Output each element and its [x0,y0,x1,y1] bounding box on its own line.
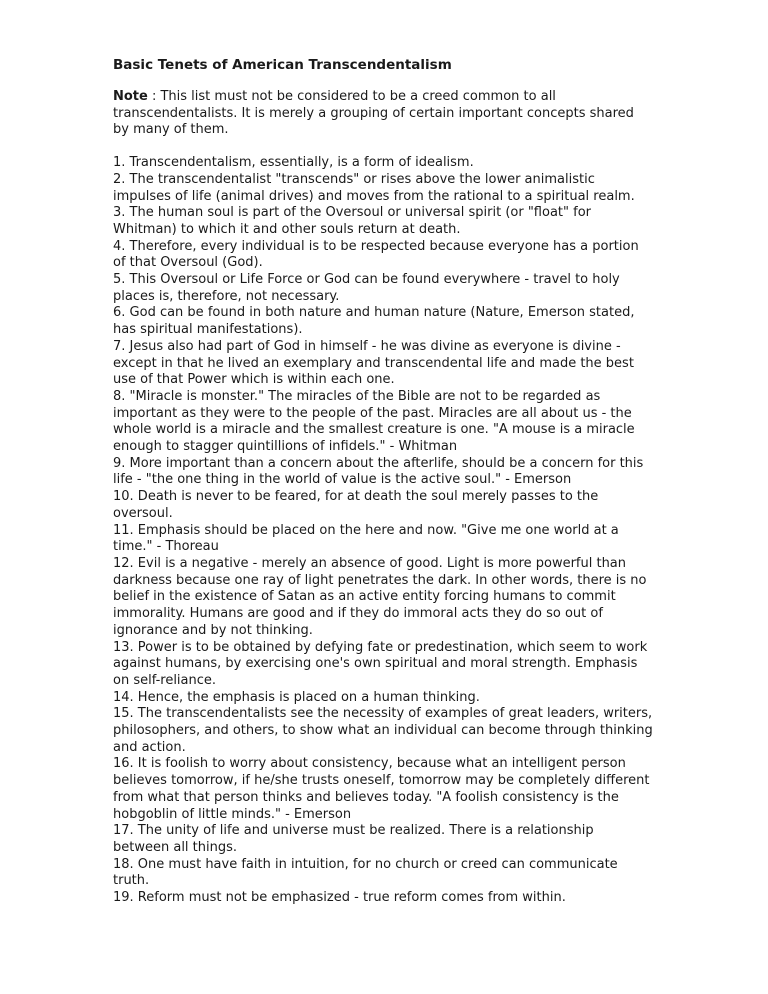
tenet-item: 15. The transcendentalists see the necessity of examples of great leaders, writers, philosophers, and others, to show what an individual can become through thinking and action. [113,706,653,755]
tenet-item: 9. More important than a concern about the afterlife, should be a concern for this life - "the one thing in the world of value is the active soul." - Emerson [113,455,644,488]
tenet-item: 12. Evil is a negative - merely an absence of good. Light is more powerful than darkness because one ray of light penetrates the dark. In other words, there is no belief in the existence of Satan as an active entity forcing humans to commit immorality. Humans are good and if they do immoral acts they do so out of ignorance and by not thinking. [113,555,647,638]
note-label: Note [113,89,148,104]
tenet-item: 10. Death is never to be feared, for at death the soul merely passes to the oversoul. [113,489,599,521]
tenet-item: 3. The human soul is part of the Oversoul or universal spirit (or "float" for Whitman) to which it and other souls return at death. [113,205,591,237]
tenet-item: 2. The transcendentalist "transcends" or rises above the lower animalistic impulses of life (animal drives) and moves from the rational to a spiritual realm. [113,171,635,204]
tenet-item: 11. Emphasis should be placed on the here and now. "Give me one world at a time." - Thoreau [113,522,619,555]
tenet-item: 4. Therefore, every individual is to be respected because everyone has a portion of that Oversoul (God). [113,238,639,271]
tenet-item: 14. Hence, the emphasis is placed on a human thinking. [113,689,480,705]
tenet-item: 5. This Oversoul or Life Force or God can be found everywhere - travel to holy places is, therefore, not necessary. [113,272,620,304]
tenet-item: 1. Transcendentalism, essentially, is a form of idealism. [113,155,474,171]
document-page [113,56,653,907]
tenet-item: 16. It is foolish to worry about consistency, because what an intelligent person believes tomorrow, if he/she trusts oneself, tomorrow may be completely different from what that person thinks and believes today. "A foolish consistency is the hobgoblin of little minds." - Emerson [113,756,650,822]
tenet-item: 8. "Miracle is monster." The miracles of the Bible are not to be regarded as important as they were to the people of the past. Miracles are all about us - the whole world is a miracle and the smallest creature is one. "A mouse is a miracle enough to stagger quintillions of infidels." - Whitman [113,388,635,455]
tenet-item: 17. The unity of life and universe must be realized. There is a relationship between all things. [113,823,594,855]
note-text: : This list must not be considered to be a creed common to all transcendentalists. It is merely a grouping of certain important concepts shared by many of them. [113,89,634,138]
tenet-item: 18. One must have faith in intuition, for no church or creed can communicate truth. [113,856,618,889]
document-title: Basic Tenets of American Transcendentalism [113,57,452,73]
tenets-list [113,155,653,907]
note-paragraph [113,89,653,139]
tenet-item: 6. God can be found in both nature and human nature (Nature, Emerson stated, has spiritual manifestations). [113,305,635,338]
tenet-item: 7. Jesus also had part of God in himself - he was divine as everyone is divine - except in that he lived an exemplary and transcendental life and made the best use of that Power which is within each one. [113,338,634,388]
tenet-item: 13. Power is to be obtained by defying fate or predestination, which seem to work against humans, by exercising one's own spiritual and moral strength. Emphasis on self-reliance. [113,639,648,688]
tenet-item: 19. Reform must not be emphasized - true reform comes from within. [113,890,566,906]
